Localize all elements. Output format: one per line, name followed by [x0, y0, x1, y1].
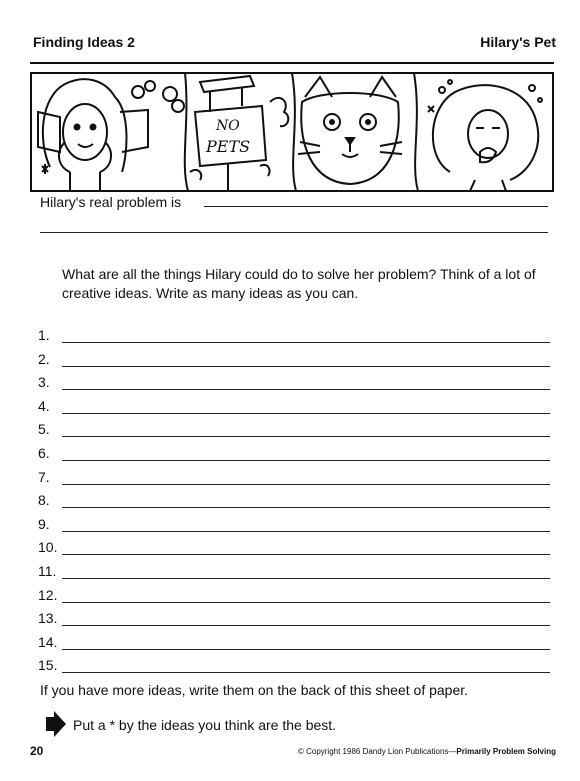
lesson-title: Finding Ideas 2	[33, 34, 135, 50]
answer-line[interactable]	[62, 507, 550, 508]
comic-strip	[30, 72, 554, 192]
series-title: Primarily Problem Solving	[456, 747, 556, 756]
problem-answer-line-2[interactable]	[40, 232, 548, 233]
answer-line[interactable]	[62, 625, 550, 626]
answer-line[interactable]	[62, 460, 550, 461]
answer-number: 10.	[38, 539, 58, 556]
answer-number: 6.	[38, 445, 50, 461]
no-pets-sign	[195, 76, 266, 190]
answer-number: 14.	[38, 633, 58, 650]
cat-illustration	[298, 77, 402, 184]
arrow-icon	[46, 711, 66, 737]
answer-line[interactable]	[62, 436, 550, 437]
answer-line[interactable]	[62, 554, 550, 555]
header-rule	[30, 62, 554, 64]
answer-line[interactable]	[62, 342, 550, 343]
sign-text-no: NO	[216, 118, 240, 134]
answer-number: 2.	[38, 350, 50, 367]
answer-number: 12.	[38, 586, 58, 603]
answer-line[interactable]	[62, 672, 550, 673]
answer-line[interactable]	[62, 389, 550, 390]
answer-number: 5.	[38, 421, 50, 438]
problem-label: Hilary's real problem is	[40, 194, 182, 210]
copyright-text: © Copyright 1986 Dandy Lion Publications—	[297, 747, 457, 756]
girl-illustration	[38, 79, 148, 190]
answer-line[interactable]	[62, 484, 550, 485]
answer-number: 3.	[38, 374, 50, 391]
answer-number: 1.	[38, 327, 50, 343]
answer-number: 9.	[38, 515, 50, 532]
worksheet-title: Hilary's Pet	[480, 34, 556, 50]
problem-answer-line-1[interactable]	[204, 206, 548, 207]
answer-line[interactable]	[62, 531, 550, 532]
answer-line[interactable]	[62, 649, 550, 650]
answer-line[interactable]	[62, 578, 550, 579]
instructions-text: What are all the things Hilary could do to solve her problem? Think of a lot of creative ideas. Write as many ideas as you can.	[62, 266, 536, 301]
copyright-line	[298, 747, 556, 756]
answer-number: 8.	[38, 492, 50, 509]
more-ideas-note: If you have more ideas, write them on the back of this sheet of paper.	[40, 682, 469, 698]
answer-number: 7.	[38, 468, 50, 485]
sneezing-girl-illustration	[428, 80, 542, 191]
answer-number: 13.	[38, 610, 58, 627]
answer-line[interactable]	[62, 602, 550, 603]
sign-text-pets: PETS	[206, 137, 251, 156]
star-instruction: Put a * by the ideas you think are the best.	[73, 717, 337, 733]
page-number: 20	[30, 744, 44, 758]
answer-number: 11.	[38, 563, 57, 579]
answer-line[interactable]	[62, 413, 550, 414]
answer-number: 4.	[38, 397, 50, 414]
answer-number: 15.	[38, 657, 58, 674]
answer-line[interactable]	[62, 366, 550, 367]
